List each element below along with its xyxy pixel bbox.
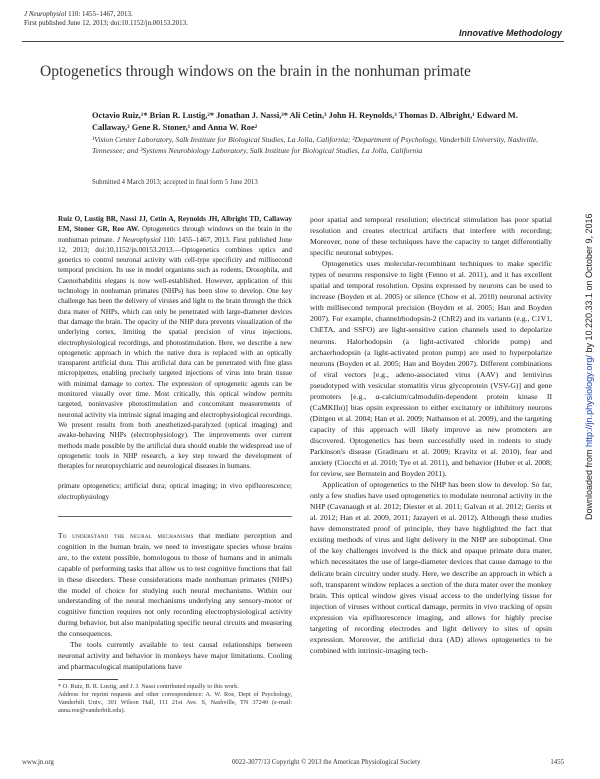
footnote-equal-contribution: * O. Ruiz, B. R. Lustig, and J. J. Nassi contributed equally to this work.	[58, 682, 239, 690]
first-published: First published June 12, 2013; doi:10.1152/jn.00153.2013.	[24, 19, 188, 27]
abstract-body: Optogenetics combines optics and genetics to control neuronal activity with cell-type specificity and millisecond temporal precision. Its use in model organisms such as rodents, Drosophila, and Caenorhabditis elegans is now well-established. However, application of this technology in nonhuman primates (NHPs) has been slow to develop. One key challenge has been the delivery of viruses and light to the brain through the thick dura mater of NHPs, which can only be penetrated with large-diameter devices that damage the brain. The opacity of the NHP dura prevents visualization of the underlying cortex, limiting the spatial precision of virus injections, electrophysiological recordings, and photostimulation. Here, we describe a new optogenetic approach in which the native dura is replaced with an optically transparent artificial dura. This artificial dura can be penetrated with fine glass micropipettes, enabling precisely targeted injections of virus into brain tissue with minimal damage to cortex. The expression of optogenetic agents can be monitored visually over time. Most critically, this optical window permits targeted, noninvasive photostimulation and concomitant measurements of neuronal activity via intrinsic signal imaging and electrophysiological recordings. We present results from both anesthetized-paralyzed (optical imaging) and awake-behaving NHPs (electrophysiology). The improvements over current methods made possible by the artificial dura should enable the widespread use of optogenetic tools in NHP research, a key step toward the development of therapies for neuropsychiatric and neurological diseases in humans.	[58, 245, 292, 471]
citation-details: 110: 1455–1467, 2013. First published June 12, 2013; doi:10.1152/jn.00153.2013.—	[58, 235, 292, 254]
author-list: Octavio Ruiz,¹* Brian R. Lustig,²* Jonathan J. Nassi,³* Ali Cetin,³ John H. Reynolds,³ Thomas D. Albright,¹ Edward M. Callaway,³ Gene R. Stoner,¹ and Anna W. Roe²	[92, 111, 518, 133]
introduction	[58, 531, 292, 673]
body-paragraph-3: Application of optogenetics to the NHP has been slow to develop. So far, only a few studies have used optogenetics to modulate neuronal activity in the NHP (Cavanaugh et al. 2012; Diester et al. 2011; Galvan et al. 2012; Gerits et al. 2012; Han et al. 2009, 2011; Jazayeri et al. 2012). Although these studies have demonstrated proof of principle, they have highlighted the fact that existing methods of virus and light delivery in the NHP are suboptimal. One of the key challenges involved is the thick and opaque primate dura mater, which necessitates the use of large-diameter devices that cause damage to the delicate brain circuitry under study. Here, we describe an approach in which a soft, transparent window replaces a section of the dura mater over the monkey brain. This optical window gives visual access to the underlying tissue for injection of viruses without cortical damage, permits in vivo tracking of opsin expression via epifluorescence imaging, and allows for highly precise targeting of recording electrodes and light delivery to sites of opsin expression. Moreover, the artificial dura (AD) allows optogenetics to be combined with intrinsic-imaging tech-	[310, 480, 552, 655]
left-column	[58, 214, 292, 716]
affiliations: ¹Vision Center Laboratory, Salk Institute for Biological Studies, La Jolla, California; ²Department of Psychology, Vanderbilt University, Nashville, Tennessee; and ³Systems Neurobiology Laboratory, Salk Institute for Biological Studies, La Jolla, California	[92, 135, 539, 155]
download-suffix: by 10.220.33.1 on October 9, 2016	[584, 213, 594, 356]
submission-dates: Submitted 4 March 2013; accepted in final form 5 June 2013	[92, 179, 258, 186]
right-column	[310, 214, 552, 656]
header-rule	[22, 41, 564, 42]
body-paragraph-2: Optogenetics uses molecular-recombinant techniques to make specific types of neurons responsive to light (Fenno et al. 2011), and it has excellent spatial and temporal resolution. Opsins expressed by neurons can be used to increase (Boyden et al. 2005) or silence (Chow et al. 2010) neuronal activity with millisecond temporal precision (Boyden et al. 2005; Han and Boyden 2007). For example, channelrhodopsin-2 (ChR2) and its variants (e.g., C1V1, ChETA, and SSFO) are light-sensitive cation channels used to depolarize neurons. Halorhodopsin (a light-activated chloride pump) and archaerhodopsin (a light-activated proton pump) are used to hyperpolarize neurons (Boyden et al. 2005; Han and Boyden 2007). Different combinations of viral vectors [e.g., adeno-associated virus (AAV) and lentivirus pseudotyped with vesicular stomatitis virus glycoprotein (VSV-G)] and gene promoters [e.g., α-calcium/calmodulin-dependent protein kinase II (CaMKIIα)] bias opsin expression to either excitatory or inhibitory neurons (Dittgen et al. 2004; Han et al. 2009; Nathanson et al. 2009), and the targeting capacity of this approach will likely improve as new promoters are discovered. Optogenetics has been successfully used in rodents to study Parkinson's disease (Gradinaru et al. 2009; Kravitz et al. 2010), fear and anxiety (Ciocchi et al. 2010; Tye et al. 2011), and behavior (Huber et al. 2008; for review, see Bernstein and Boyden 2011).	[310, 259, 552, 479]
download-prefix: Downloaded from	[584, 446, 594, 520]
download-link[interactable]: http://jn.physiology.org/	[584, 355, 594, 447]
intro-lead-caps: To understand the neural mechanisms	[58, 531, 194, 541]
journal-name: J Neurophysiol	[24, 10, 67, 18]
intro-p1-text: that mediate perception and cognition in the human brain, we need to investigate species whose brains are, to the extent possible, homologous to those of humans and in animals capable of performing tasks that allow us to test cognitive functions that fail in these disorders. These considerations made nonhuman primates (NHPs) the model of choice for studying such neural mechanisms. Within our understanding of the neural mechanisms underlying any sensory-motor or cognitive function requires not only recording electrophysiological activity during behavior, but also manipulating specific neural circuits and measuring the consequences.	[58, 531, 292, 639]
running-head	[24, 10, 188, 28]
section-tag: Innovative Methodology	[458, 28, 562, 38]
keywords: primate optogenetics; artificial dura; optical imaging; in vivo epifluorescence; electrophysiology	[58, 482, 292, 501]
citation-authors: Ruiz O, Lustig BR, Nassi JJ, Cetin A, Reynolds JH, Albright TD, Callaway EM, Stoner GR, Roe AW.	[58, 215, 292, 234]
footer-website[interactable]: www.jn.org	[22, 759, 54, 766]
citation-title: Optogenetics through windows on the brain in the nonhuman primate.	[58, 225, 292, 244]
footnote-correspondence: Address for reprint requests and other correspondence: A. W. Roe, Dept of Psychology, Vanderbilt Univ., 301 Wilson Hall, 111 21st Ave. S, Nashville, TN 37240 (e-mail: anna.roe@vanderbilt.edu).	[58, 691, 292, 715]
intro-paragraph-2: The tools currently available to test causal relationships between neuronal activity and behavior in monkeys have major limitations. Cooling and pharmacological manipulations have	[58, 640, 292, 671]
page-footer	[22, 759, 564, 769]
journal-citation: 110: 1455–1467, 2013.	[68, 10, 133, 18]
footnote-rule	[58, 679, 118, 680]
intro-paragraph-1	[58, 531, 292, 640]
citation-journal: J Neurophysiol	[116, 235, 161, 244]
article-title: Optogenetics through windows on the brain in the nonhuman primate	[40, 63, 471, 80]
abstract	[58, 214, 292, 471]
keywords-rule	[58, 516, 292, 517]
footer-copyright: 0022-3077/13 Copyright © 2013 the American Physiological Society	[232, 759, 421, 766]
footer-page-number: 1455	[550, 759, 564, 766]
download-watermark	[584, 213, 594, 520]
body-paragraph-1: poor spatial and temporal resolution; electrical stimulation has poor spatial resolution and creates electrical artifacts that interfere with recording; Moreover, none of these techniques have the capacity to target differentially specific neuronal subtypes.	[310, 215, 552, 258]
